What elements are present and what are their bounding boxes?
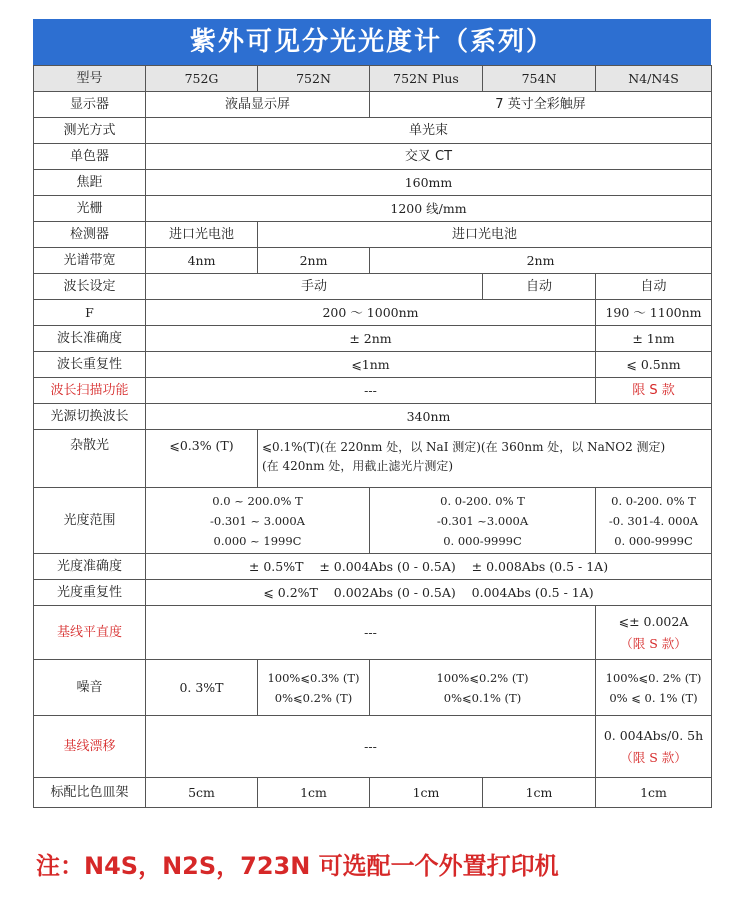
value-cell: 1cm xyxy=(370,778,483,808)
row-label: 显示器 xyxy=(34,92,146,118)
row-label: 噪音 xyxy=(34,660,146,716)
row-label: F xyxy=(34,300,146,326)
value-cell xyxy=(596,606,712,660)
value-cell: 200 ～ 1000nm xyxy=(146,300,596,326)
table-row xyxy=(34,118,712,144)
table-row xyxy=(34,554,712,580)
table-row xyxy=(34,326,712,352)
noise-line: 0% ⩽ 0. 1% (T) xyxy=(609,690,698,705)
value-cell xyxy=(596,660,712,716)
range-line: -0.301 ~3.000A xyxy=(436,513,529,528)
table-row xyxy=(34,300,712,326)
table-row xyxy=(34,196,712,222)
row-label: 焦距 xyxy=(34,170,146,196)
row-label: 光度范围 xyxy=(34,488,146,554)
table-row xyxy=(34,488,712,554)
value-cell: --- xyxy=(146,606,596,660)
range-line: 0.000 ~ 1999C xyxy=(213,533,302,548)
value-cell: ± 0.5%T ± 0.004Abs (0 - 0.5A) ± 0.008Abs (0.5 - 1A) xyxy=(146,554,712,580)
value-cell: 自动 xyxy=(483,274,596,300)
value-cell: ⩽0.3% (T) xyxy=(146,430,258,488)
range-line: 0. 000-9999C xyxy=(443,533,522,548)
row-label: 型号 xyxy=(34,66,146,92)
table-row xyxy=(34,248,712,274)
row-label: 波长准确度 xyxy=(34,326,146,352)
row-label: 基线漂移 xyxy=(34,716,146,778)
table-row xyxy=(34,274,712,300)
range-line: -0. 301-4. 000A xyxy=(608,513,699,528)
row-label: 基线平直度 xyxy=(34,606,146,660)
model-cell: 752N Plus xyxy=(370,66,483,92)
row-label: 单色器 xyxy=(34,144,146,170)
row-label: 杂散光 xyxy=(34,430,146,488)
value-cell: 2nm xyxy=(258,248,370,274)
range-line: 0. 0-200. 0% T xyxy=(440,493,525,508)
value-cell xyxy=(146,488,370,554)
value-cell xyxy=(370,488,596,554)
noise-line: 0%⩽0.2% (T) xyxy=(274,690,353,705)
value-cell: 1cm xyxy=(258,778,370,808)
value-cell xyxy=(370,660,596,716)
row-label: 光源切换波长 xyxy=(34,404,146,430)
table-row-header xyxy=(34,66,712,92)
sheet-title: 紫外可见分光光度计（系列） xyxy=(33,19,711,65)
value-cell: ⩽ 0.2%T 0.002Abs (0 - 0.5A) 0.004Abs (0.5 - 1A) xyxy=(146,580,712,606)
model-cell: 752G xyxy=(146,66,258,92)
noise-line: 100%⩽0.2% (T) xyxy=(436,670,529,685)
value-cell: 进口光电池 xyxy=(258,222,712,248)
range-line: 0.0 ~ 200.0% T xyxy=(212,493,303,508)
value-cell: 限 S 款 xyxy=(596,378,712,404)
noise-line: 100%⩽0. 2% (T) xyxy=(605,670,702,685)
row-label: 波长设定 xyxy=(34,274,146,300)
value-cell: --- xyxy=(146,378,596,404)
value-cell: 5cm xyxy=(146,778,258,808)
row-label: 波长重复性 xyxy=(34,352,146,378)
table-row xyxy=(34,352,712,378)
drift-value: 0. 004Abs/0. 5h xyxy=(603,727,704,743)
table-row xyxy=(34,222,712,248)
model-cell: 754N xyxy=(483,66,596,92)
range-line: -0.301 ~ 3.000A xyxy=(210,513,305,528)
value-cell: ⩽ 0.5nm xyxy=(596,352,712,378)
row-label: 光度重复性 xyxy=(34,580,146,606)
table-row xyxy=(34,404,712,430)
table-row xyxy=(34,430,712,488)
table-row xyxy=(34,144,712,170)
range-line: 0. 000-9999C xyxy=(614,533,693,548)
row-label: 波长扫描功能 xyxy=(34,378,146,404)
value-cell: 7 英寸全彩触屏 xyxy=(370,92,712,118)
value-cell: 单光束 xyxy=(146,118,712,144)
value-cell: 160mm xyxy=(146,170,712,196)
table-row xyxy=(34,660,712,716)
row-label: 光栅 xyxy=(34,196,146,222)
value-cell: --- xyxy=(146,716,596,778)
value-cell: 自动 xyxy=(596,274,712,300)
table-row xyxy=(34,378,712,404)
value-cell: 液晶显示屏 xyxy=(146,92,370,118)
value-cell: 1cm xyxy=(596,778,712,808)
table-row xyxy=(34,778,712,808)
model-cell: N4/N4S xyxy=(596,66,712,92)
flatness-value: ⩽± 0.002A xyxy=(618,613,689,629)
table-row xyxy=(34,170,712,196)
row-label: 标配比色皿架 xyxy=(34,778,146,808)
value-cell: 进口光电池 xyxy=(146,222,258,248)
value-cell: ± 2nm xyxy=(146,326,596,352)
value-cell: 交叉 CT xyxy=(146,144,712,170)
value-cell xyxy=(596,488,712,554)
value-cell: 2nm xyxy=(370,248,712,274)
value-cell: 0. 3%T xyxy=(146,660,258,716)
value-cell xyxy=(258,660,370,716)
stray-line-2: (在 420nm 处，用截止滤光片测定) xyxy=(262,459,454,473)
stray-line-1: ⩽0.1%(T)(在 220nm 处，以 NaI 测定)(在 360nm 处，以 NaNO2 测定) xyxy=(262,440,666,454)
limit-s-note: （限 S 款） xyxy=(620,635,687,651)
value-cell: 手动 xyxy=(146,274,483,300)
printer-note: 注：N4S，N2S，723N 可选配一个外置打印机 xyxy=(36,852,559,880)
value-cell: 190 ～ 1100nm xyxy=(596,300,712,326)
row-label: 测光方式 xyxy=(34,118,146,144)
value-cell: 1200 线/mm xyxy=(146,196,712,222)
spec-table xyxy=(33,65,712,808)
table-row xyxy=(34,580,712,606)
table-row xyxy=(34,92,712,118)
noise-line: 100%⩽0.3% (T) xyxy=(267,670,360,685)
value-cell xyxy=(258,430,712,488)
value-cell: ⩽1nm xyxy=(146,352,596,378)
spec-sheet xyxy=(33,19,711,808)
row-label: 光谱带宽 xyxy=(34,248,146,274)
model-cell: 752N xyxy=(258,66,370,92)
table-row xyxy=(34,606,712,660)
value-cell: 4nm xyxy=(146,248,258,274)
value-cell xyxy=(596,716,712,778)
limit-s-note: （限 S 款） xyxy=(620,749,687,765)
value-cell: 1cm xyxy=(483,778,596,808)
value-cell: 340nm xyxy=(146,404,712,430)
value-cell: ± 1nm xyxy=(596,326,712,352)
noise-line: 0%⩽0.1% (T) xyxy=(443,690,522,705)
row-label: 光度准确度 xyxy=(34,554,146,580)
range-line: 0. 0-200. 0% T xyxy=(611,493,696,508)
table-row xyxy=(34,716,712,778)
row-label: 检测器 xyxy=(34,222,146,248)
